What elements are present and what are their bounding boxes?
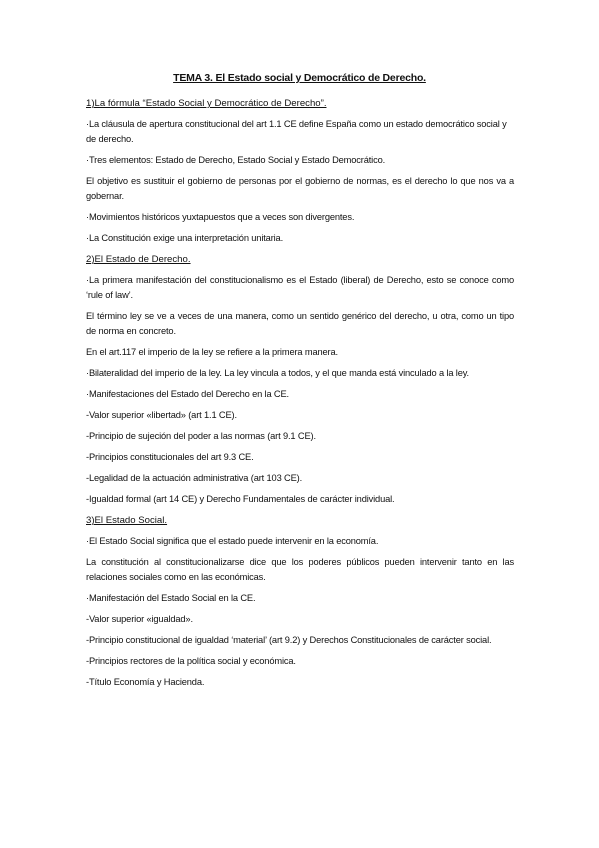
document-title: TEMA 3. El Estado social y Democrático de Derecho.: [173, 72, 426, 84]
list-item: -Título Economía y Hacienda.: [86, 677, 205, 687]
paragraph: En el art.117 el imperio de la ley se refiere a la primera manera.: [86, 347, 338, 357]
section-heading-3: 3)El Estado Social.: [86, 515, 168, 526]
paragraph: La constitución al constitucionalizarse dice que los poderes públicos pueden intervenir tanto en las relaciones sociales como en las económicas.: [86, 557, 514, 582]
paragraph: ·Manifestaciones del Estado del Derecho en la CE.: [86, 389, 289, 399]
list-item: -Valor superior «igualdad».: [86, 614, 193, 624]
paragraph: ·Manifestación del Estado Social en la CE.: [86, 593, 256, 603]
section-heading-2: 2)El Estado de Derecho.: [86, 254, 191, 265]
paragraph: ·Bilateralidad del imperio de la ley. La ley vincula a todos, y el que manda está vinculado a la ley.: [86, 368, 469, 378]
paragraph: ·La primera manifestación del constitucionalismo es el Estado (liberal) de Derecho, esto se conoce como ‘rule of law’.: [86, 275, 514, 300]
list-item: -Legalidad de la actuación administrativa (art 103 CE).: [86, 473, 303, 483]
paragraph: ·La Constitución exige una interpretación unitaria.: [86, 233, 284, 243]
list-item: -Principios constitucionales del art 9.3 CE.: [86, 452, 254, 462]
list-item: -Principio constitucional de igualdad ‘material’ (art 9.2) y Derechos Constitucionales de carácter social.: [86, 635, 492, 645]
list-item: -Valor superior «libertad» (art 1.1 CE).: [86, 410, 237, 420]
paragraph: El término ley se ve a veces de una manera, como un sentido genérico del derecho, u otra, como un tipo de norma en concreto.: [86, 311, 514, 336]
list-item: -Igualdad formal (art 14 CE) y Derecho Fundamentales de carácter individual.: [86, 494, 395, 504]
paragraph: ·Tres elementos: Estado de Derecho, Estado Social y Estado Democrático.: [86, 155, 386, 165]
paragraph: ·El Estado Social significa que el estado puede intervenir en la economía.: [86, 536, 379, 546]
list-item: -Principio de sujeción del poder a las normas (art 9.1 CE).: [86, 431, 316, 441]
section-heading-1: 1)La fórmula “Estado Social y Democrático de Derecho”.: [86, 98, 327, 109]
document-body: [86, 96, 514, 696]
paragraph: El objetivo es sustituir el gobierno de personas por el gobierno de normas, es el derecho lo que nos va a gobernar.: [86, 176, 514, 201]
paragraph: ·Movimientos históricos yuxtapuestos que a veces son divergentes.: [86, 212, 355, 222]
list-item: -Principios rectores de la política social y económica.: [86, 656, 296, 666]
paragraph: ·La cláusula de apertura constitucional del art 1.1 CE define España como un estado democrático social y de derecho.: [86, 119, 507, 144]
